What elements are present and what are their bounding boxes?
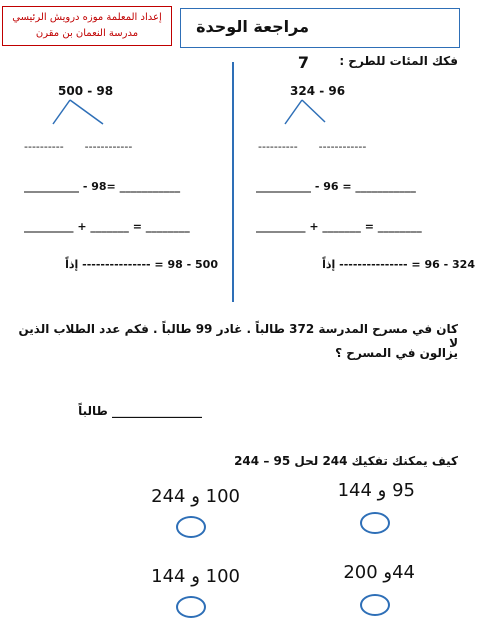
right-dash-row: ---------- ------------ [258, 140, 367, 153]
right-line4: 324 - 96 = --------------- إذاً [322, 258, 475, 271]
right-expression: 324 - 96 [290, 84, 346, 98]
option-label: 44و 200 [343, 562, 415, 583]
author-box [2, 6, 172, 46]
option-label: 95 و 144 [337, 480, 415, 501]
column-divider [232, 62, 234, 302]
right-split-lines [280, 100, 340, 130]
word-problem-line2: يزالون في المسرح ؟ [335, 346, 458, 360]
question2: كيف يمكنك تفكيك 244 لحل 95 – 244 [234, 454, 458, 468]
option-radio[interactable] [176, 516, 206, 538]
left-line2: __________ - 98= ___________ [24, 180, 181, 193]
right-line3: _________ + _______ = ________ [256, 220, 422, 233]
page-title: مراجعة الوحدة 7 [196, 17, 309, 72]
author-name: إعداد المعلمة موزه درويش الرئيسي [12, 12, 162, 23]
left-line3: _________ + _______ = ________ [24, 220, 190, 233]
word-problem-line1: كان في مسرح المدرسة 372 طالباً . غادر 99 طالباً . فكم عدد الطلاب الذين لا [18, 322, 458, 350]
left-line4: 500 - 98 = --------------- إذاً [65, 258, 218, 271]
left-expression: 500 - 98 [58, 84, 114, 98]
left-dash-row: ---------- ------------ [24, 140, 133, 153]
answer-line: _______________ طالباً [78, 404, 202, 418]
option-radio[interactable] [176, 596, 206, 618]
instruction: فكك المئات للطرح : [339, 54, 458, 68]
school-name: مدرسة النعمان بن مقرن [35, 28, 139, 39]
left-split-lines [45, 100, 115, 130]
option-radio[interactable] [360, 512, 390, 534]
option-label: 100 و 144 [151, 566, 240, 587]
option-label: 100 و 244 [151, 486, 240, 507]
option-radio[interactable] [360, 594, 390, 616]
right-line2: __________ - 96 = ___________ [256, 180, 416, 193]
